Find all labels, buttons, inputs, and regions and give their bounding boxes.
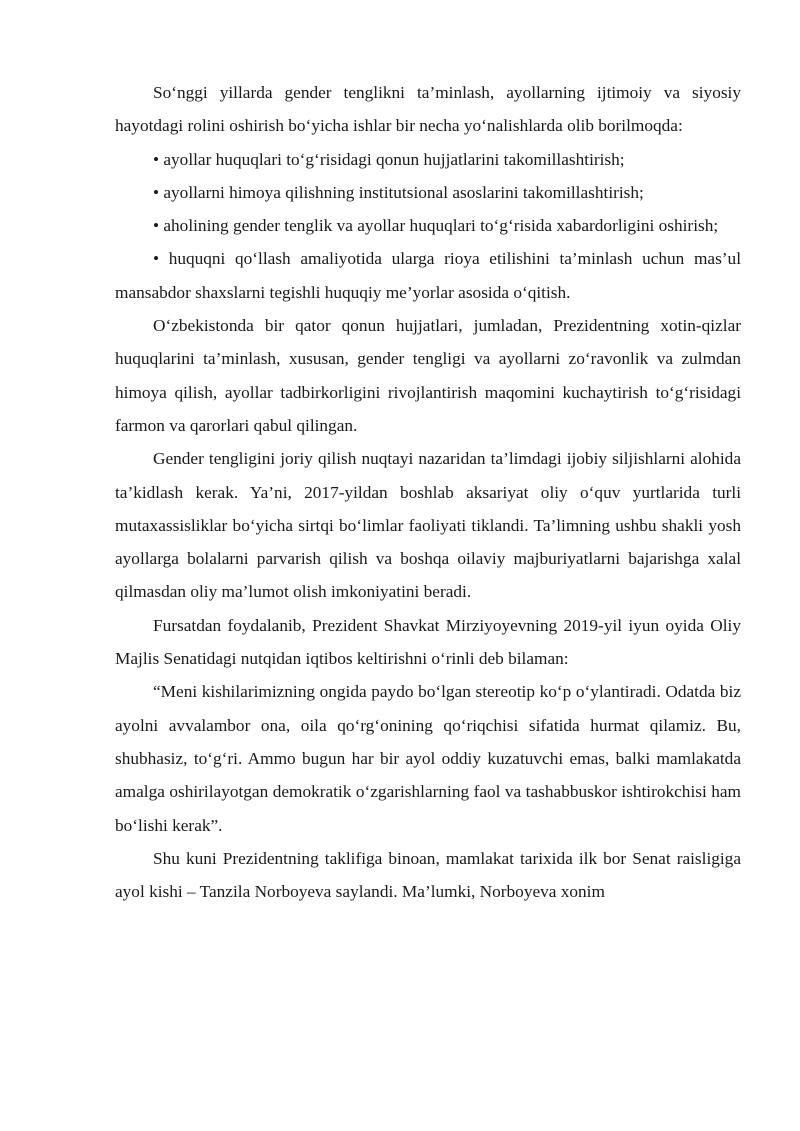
legislation-paragraph: O‘zbekistonda bir qator qonun hujjatlari, jumladan, Prezidentning xotin-qizlar huquqlarini ta’minlash, xususan, gender tengligi va ayollarni zo‘ravonlik va zulmdan himoya qilish, ayollar tadbirkorligini rivojlantirish maqomini kuchaytirish to‘g‘risidagi farmon va qarorlari qabul qilingan.	[115, 316, 741, 435]
education-paragraph: Gender tengligini joriy qilish nuqtayi nazaridan ta’limdagi ijobiy siljishlarni alohida ta’kidlash kerak. Ya’ni, 2017-yildan boshlab aksariyat oliy o‘quv yurtlarida turli mutaxassisliklar bo‘yicha sirtqi bo‘limlar faoliyati tiklandi. Ta’limning ushbu shakli yosh ayollarga bolalarni parvarish qilish va boshqa oilaviy majburiyatlarni bajarishga xalal qilmasdan oliy ma’lumot olish imkoniyatini beradi.	[115, 449, 741, 602]
document-page	[115, 76, 741, 908]
bullet-item-training: • huquqni qo‘llash amaliyotida ularga rioya etilishini ta’minlash uchun mas’ul mansabdor shaxslarni tegishli huquqiy me’yorlar asosida o‘qitish.	[115, 249, 741, 302]
intro-paragraph: So‘nggi yillarda gender tenglikni ta’minlash, ayollarning ijtimoiy va siyosiy hayotdagi rolini oshirish bo‘yicha ishlar bir necha yo‘nalishlarda olib borilmoqda:	[115, 83, 741, 136]
bullet-item-awareness: • aholining gender tenglik va ayollar huquqlari to‘g‘risida xabardorligini oshirish;	[153, 216, 719, 236]
senate-paragraph: Shu kuni Prezidentning taklifiga binoan, mamlakat tarixida ilk bor Senat raisligiga ayol kishi – Tanzila Norboyeva saylandi. Ma’lumki, Norboyeva xonim	[115, 848, 741, 902]
president-quote-paragraph: “Meni kishilarimizning ongida paydo bo‘lgan stereotip ko‘p o‘ylantiradi. Odatda biz ayolni avvalambor ona, oila qo‘rg‘onining qo‘riqchisi sifatida hurmat qilamiz. Bu, shubhasiz, to‘g‘ri. Ammo bugun har bir ayol oddiy kuzatuvchi emas, balki mamlakatda amalga oshirilayotgan demokratik o‘zgarishlarning faol va tashabbuskor ishtirokchisi ham bo‘lishi kerak”.	[115, 682, 741, 835]
bullet-item-laws: • ayollar huquqlari to‘g‘risidagi qonun hujjatlarini takomillashtirish;	[153, 149, 625, 169]
quote-intro-paragraph: Fursatdan foydalanib, Prezident Shavkat Mirziyoyevning 2019-yil iyun oyida Oliy Majlis Senatidagi nutqidan iqtibos keltirishni o‘rinli deb bilaman:	[115, 615, 741, 669]
bullet-item-institutional: • ayollarni himoya qilishning institutsional asoslarini takomillashtirish;	[153, 182, 644, 202]
